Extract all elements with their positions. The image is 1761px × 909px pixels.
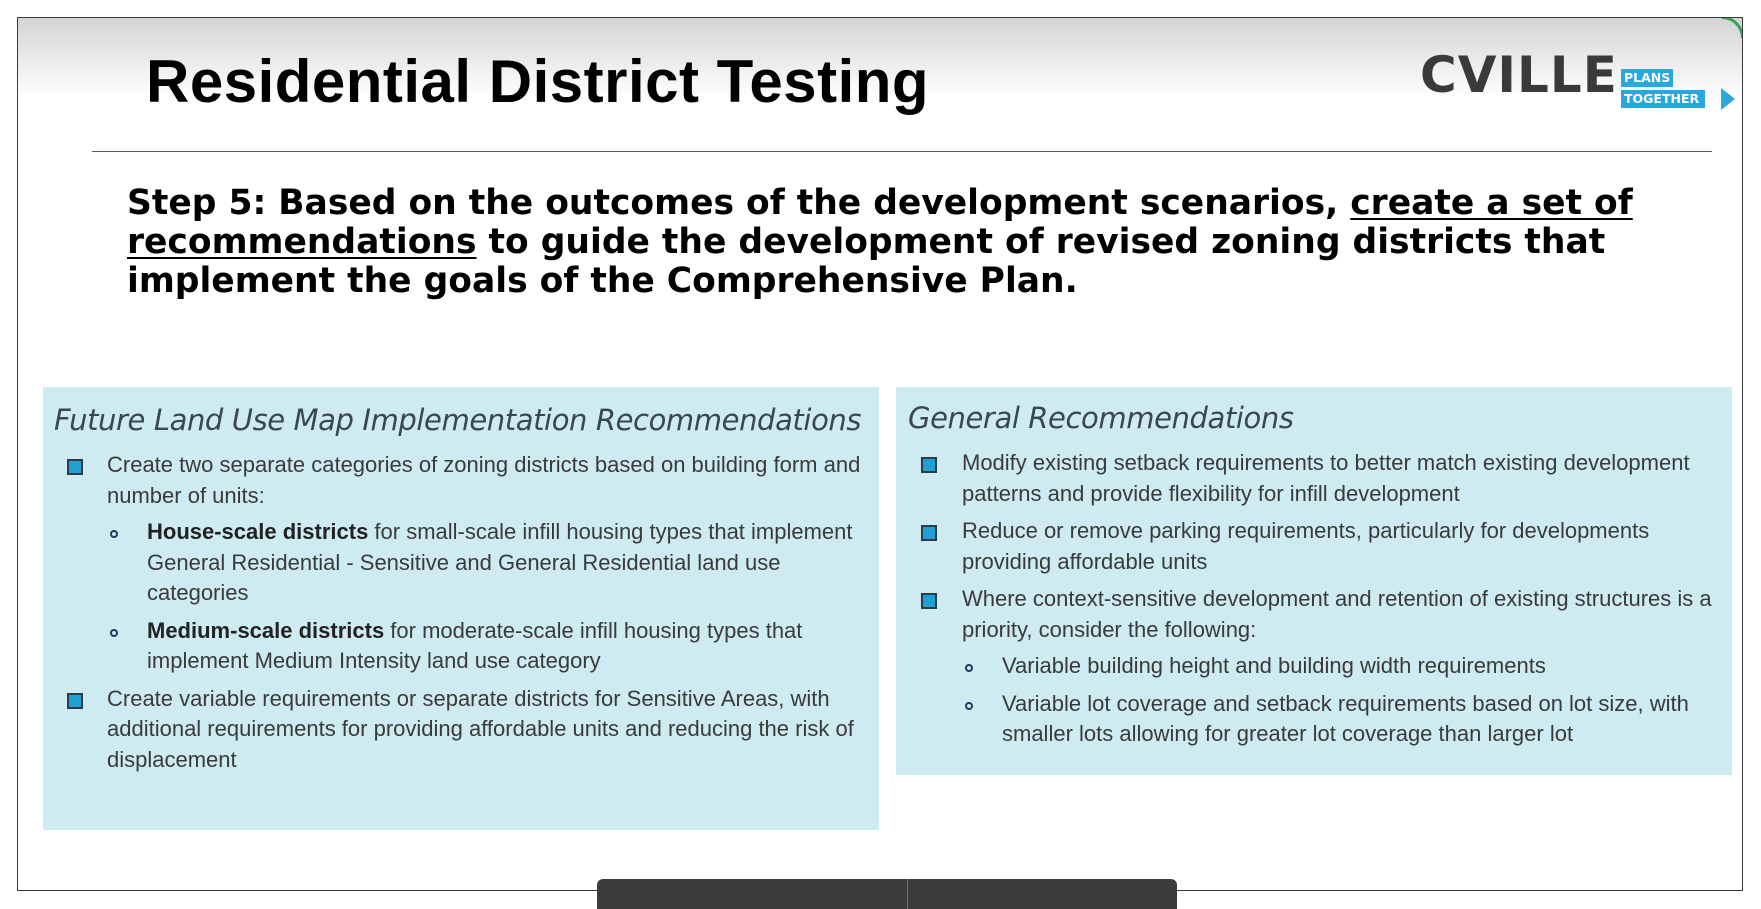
slide-title: Residential District Testing [146, 48, 930, 115]
circle-bullet-icon [110, 530, 118, 538]
sub-list-item [962, 651, 1732, 682]
square-bullet-icon [921, 457, 937, 473]
list-item [896, 584, 1732, 750]
logo-wordmark: CVILLE [1420, 46, 1618, 104]
circle-bullet-icon [965, 702, 973, 710]
list-item-text: Create variable requirements or separate districts for Sensitive Areas, with additional requirements for providing affordable units and reducing the risk of displacement [107, 685, 854, 772]
list-item-text: Where context-sensitive development and retention of existing structures is a priority, consider the following: [962, 586, 1712, 642]
square-bullet-icon [921, 593, 937, 609]
sub-list-item [107, 517, 879, 609]
sub-item-term: Medium-scale districts [147, 617, 385, 643]
recommendation-list [896, 448, 1732, 750]
logo-tag-line-2: TOGETHER [1621, 90, 1705, 108]
step-statement [127, 184, 1647, 301]
list-item-text: Create two separate categories of zoning districts based on building form and number of units: [107, 452, 861, 508]
sub-item-text: Variable building height and building width requirements [1002, 653, 1546, 678]
recommendation-list [43, 450, 879, 775]
sub-list [962, 651, 1732, 750]
general-recommendations-panel [896, 387, 1732, 775]
list-item [43, 450, 879, 677]
sub-item-text: Variable lot coverage and setback requirements based on lot size, with smaller lots allowing for greater lot coverage than larger lot [1002, 690, 1689, 746]
control-bar-divider [907, 879, 908, 909]
sub-item-term: House-scale districts [147, 519, 369, 544]
logo-tag [1621, 69, 1733, 111]
sub-list [107, 517, 879, 677]
list-item-text: Modify existing setback requirements to better match existing development patterns and provide flexibility for infill development [962, 450, 1690, 506]
list-item [896, 448, 1732, 509]
title-divider [92, 151, 1712, 152]
list-item-text: Reduce or remove parking requirements, particularly for developments providing affordable units [962, 518, 1650, 574]
sub-list-item [107, 616, 879, 677]
logo-arrow-icon [1721, 88, 1735, 110]
panel-heading: Future Land Use Map Implementation Recommendations [54, 403, 862, 437]
circle-bullet-icon [110, 629, 118, 637]
square-bullet-icon [921, 525, 937, 541]
circle-bullet-icon [965, 664, 973, 672]
future-land-use-recommendations-panel [43, 387, 879, 830]
list-item [896, 516, 1732, 577]
panel-heading: General Recommendations [908, 401, 1294, 435]
list-item [43, 684, 879, 776]
step-text-part-1: Step 5: Based on the outcomes of the development scenarios, [127, 183, 1351, 223]
sub-item-text: for moderate-scale infill housing types that implement Medium Intensity land use category [147, 617, 803, 673]
cville-plans-together-logo [1420, 46, 1738, 109]
sub-list-item [962, 689, 1732, 750]
square-bullet-icon [67, 693, 83, 709]
square-bullet-icon [67, 459, 83, 475]
step-text-part-2: to guide the development of revised zoning districts that implement the goals of the Comprehensive Plan. [127, 222, 1606, 301]
corner-arc-decoration [1722, 17, 1743, 38]
logo-tag-line-1: PLANS [1621, 69, 1673, 87]
step-text-underlined: create a set of recommendations [127, 183, 1633, 262]
presentation-control-bar[interactable] [597, 879, 1177, 909]
sub-item-text: for small-scale infill housing types that implement General Residential - Sensitive and General Residential land use categories [147, 519, 853, 605]
